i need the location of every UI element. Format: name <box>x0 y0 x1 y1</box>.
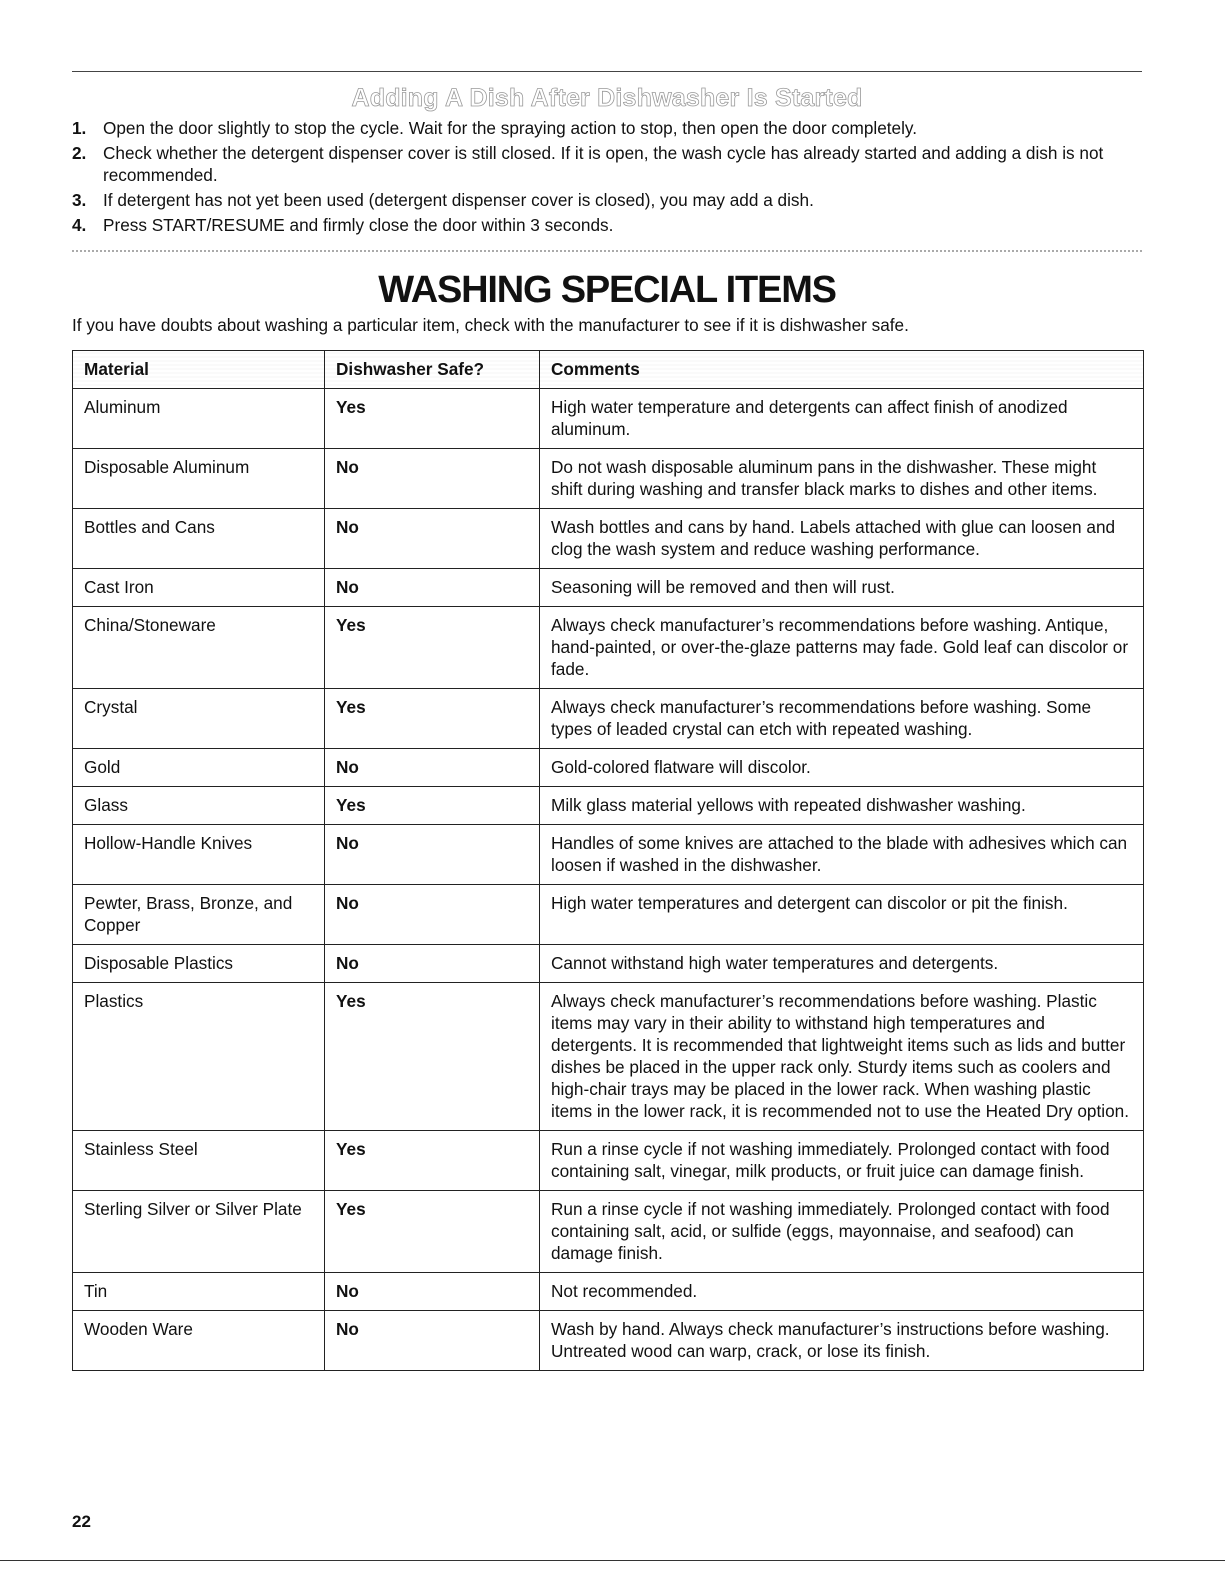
safe-cell: No <box>325 885 540 945</box>
table-row <box>73 1191 1144 1273</box>
material-cell: Aluminum <box>73 389 325 449</box>
safe-cell: Yes <box>325 787 540 825</box>
step-text: Press START/RESUME and firmly close the door within 3 seconds. <box>103 215 614 235</box>
table-row <box>73 509 1144 569</box>
material-cell: Pewter, Brass, Bronze, and Copper <box>73 885 325 945</box>
comments-cell: Gold-colored flatware will discolor. <box>540 749 1144 787</box>
safe-cell: No <box>325 1273 540 1311</box>
comments-cell: Always check manufacturer’s recommendations before washing. Some types of leaded crystal can etch with repeated washing. <box>540 689 1144 749</box>
step-number: 1. <box>72 118 87 138</box>
material-cell: Stainless Steel <box>73 1131 325 1191</box>
table-row <box>73 749 1144 787</box>
special-items-table <box>72 350 1144 1371</box>
material-cell: Cast Iron <box>73 569 325 607</box>
safe-cell: No <box>325 945 540 983</box>
safe-cell: No <box>325 509 540 569</box>
material-cell: Gold <box>73 749 325 787</box>
material-cell: Hollow-Handle Knives <box>73 825 325 885</box>
comments-cell: Always check manufacturer’s recommendations before washing. Antique, hand-painted, or over-the-glaze patterns may fade. Gold leaf can discolor or fade. <box>540 607 1144 689</box>
safe-cell: No <box>325 749 540 787</box>
comments-cell: Run a rinse cycle if not washing immediately. Prolonged contact with food containing salt, vinegar, milk products, or fruit juice can damage finish. <box>540 1131 1144 1191</box>
table-row <box>73 689 1144 749</box>
adding-dish-steps <box>72 117 1142 239</box>
table-row <box>73 1311 1144 1371</box>
comments-cell: Milk glass material yellows with repeated dishwasher washing. <box>540 787 1144 825</box>
step-number: 2. <box>72 143 87 163</box>
comments-cell: Always check manufacturer’s recommendations before washing. Plastic items may vary in their ability to withstand high temperatures and detergents. It is recommended that lightweight items such as lids and butter dishes be placed in the upper rack only. Sturdy items such as coolers and high-chair trays may be placed in the lower rack. When washing plastic items in the lower rack, it is recommended not to use the Heated Dry option. <box>540 983 1144 1131</box>
step-item <box>72 214 1142 236</box>
top-divider <box>72 71 1142 72</box>
step-item <box>72 117 1142 139</box>
safe-cell: Yes <box>325 983 540 1131</box>
material-cell: Wooden Ware <box>73 1311 325 1371</box>
comments-cell: Cannot withstand high water temperatures and detergents. <box>540 945 1144 983</box>
page-number: 22 <box>72 1512 91 1531</box>
comments-cell: High water temperature and detergents can affect finish of anodized aluminum. <box>540 389 1144 449</box>
table-header-row <box>73 351 1144 389</box>
comments-cell: Handles of some knives are attached to the blade with adhesives which can loosen if washed in the dishwasher. <box>540 825 1144 885</box>
safe-cell: No <box>325 1311 540 1371</box>
safe-cell: Yes <box>325 689 540 749</box>
table-row <box>73 983 1144 1131</box>
comments-cell: Wash bottles and cans by hand. Labels attached with glue can loosen and clog the wash system and reduce washing performance. <box>540 509 1144 569</box>
table-row <box>73 389 1144 449</box>
safe-cell: Yes <box>325 1191 540 1273</box>
table-row <box>73 1131 1144 1191</box>
comments-cell: Seasoning will be removed and then will rust. <box>540 569 1144 607</box>
comments-cell: High water temperatures and detergent can discolor or pit the finish. <box>540 885 1144 945</box>
safe-cell: Yes <box>325 607 540 689</box>
material-cell: Crystal <box>73 689 325 749</box>
column-header-material: Material <box>73 351 325 389</box>
dotted-divider <box>72 250 1142 252</box>
section-heading-adding-dish: Adding A Dish After Dishwasher Is Started <box>351 84 863 112</box>
step-text: Open the door slightly to stop the cycle. Wait for the spraying action to stop, then open the door completely. <box>103 118 917 138</box>
safe-cell: No <box>325 825 540 885</box>
page-title: WASHING SPECIAL ITEMS <box>378 269 836 311</box>
comments-cell: Not recommended. <box>540 1273 1144 1311</box>
material-cell: Disposable Plastics <box>73 945 325 983</box>
intro-text: If you have doubts about washing a particular item, check with the manufacturer to see if it is dishwasher safe. <box>72 315 909 335</box>
table-row <box>73 1273 1144 1311</box>
table-row <box>73 825 1144 885</box>
safe-cell: Yes <box>325 389 540 449</box>
comments-cell: Run a rinse cycle if not washing immediately. Prolonged contact with food containing salt, acid, or sulfide (eggs, mayonnaise, and seafood) can damage finish. <box>540 1191 1144 1273</box>
table-row <box>73 945 1144 983</box>
safe-cell: No <box>325 449 540 509</box>
step-text: If detergent has not yet been used (detergent dispenser cover is closed), you may add a dish. <box>103 190 814 210</box>
column-header-dishwasher-safe: Dishwasher Safe? <box>325 351 540 389</box>
step-item <box>72 189 1142 211</box>
step-number: 4. <box>72 215 87 235</box>
material-cell: Sterling Silver or Silver Plate <box>73 1191 325 1273</box>
step-item <box>72 142 1142 186</box>
material-cell: Glass <box>73 787 325 825</box>
material-cell: Bottles and Cans <box>73 509 325 569</box>
table-row <box>73 885 1144 945</box>
table-row <box>73 607 1144 689</box>
bottom-divider <box>0 1560 1225 1561</box>
table-row <box>73 569 1144 607</box>
table-row <box>73 449 1144 509</box>
material-cell: Plastics <box>73 983 325 1131</box>
safe-cell: Yes <box>325 1131 540 1191</box>
comments-cell: Wash by hand. Always check manufacturer’s instructions before washing. Untreated wood can warp, crack, or lose its finish. <box>540 1311 1144 1371</box>
table-row <box>73 787 1144 825</box>
step-text: Check whether the detergent dispenser cover is still closed. If it is open, the wash cycle has already started and adding a dish is not recommended. <box>103 143 1104 185</box>
column-header-comments: Comments <box>540 351 1144 389</box>
step-number: 3. <box>72 190 87 210</box>
material-cell: Disposable Aluminum <box>73 449 325 509</box>
material-cell: China/Stoneware <box>73 607 325 689</box>
material-cell: Tin <box>73 1273 325 1311</box>
comments-cell: Do not wash disposable aluminum pans in the dishwasher. These might shift during washing and transfer black marks to dishes and other items. <box>540 449 1144 509</box>
safe-cell: No <box>325 569 540 607</box>
